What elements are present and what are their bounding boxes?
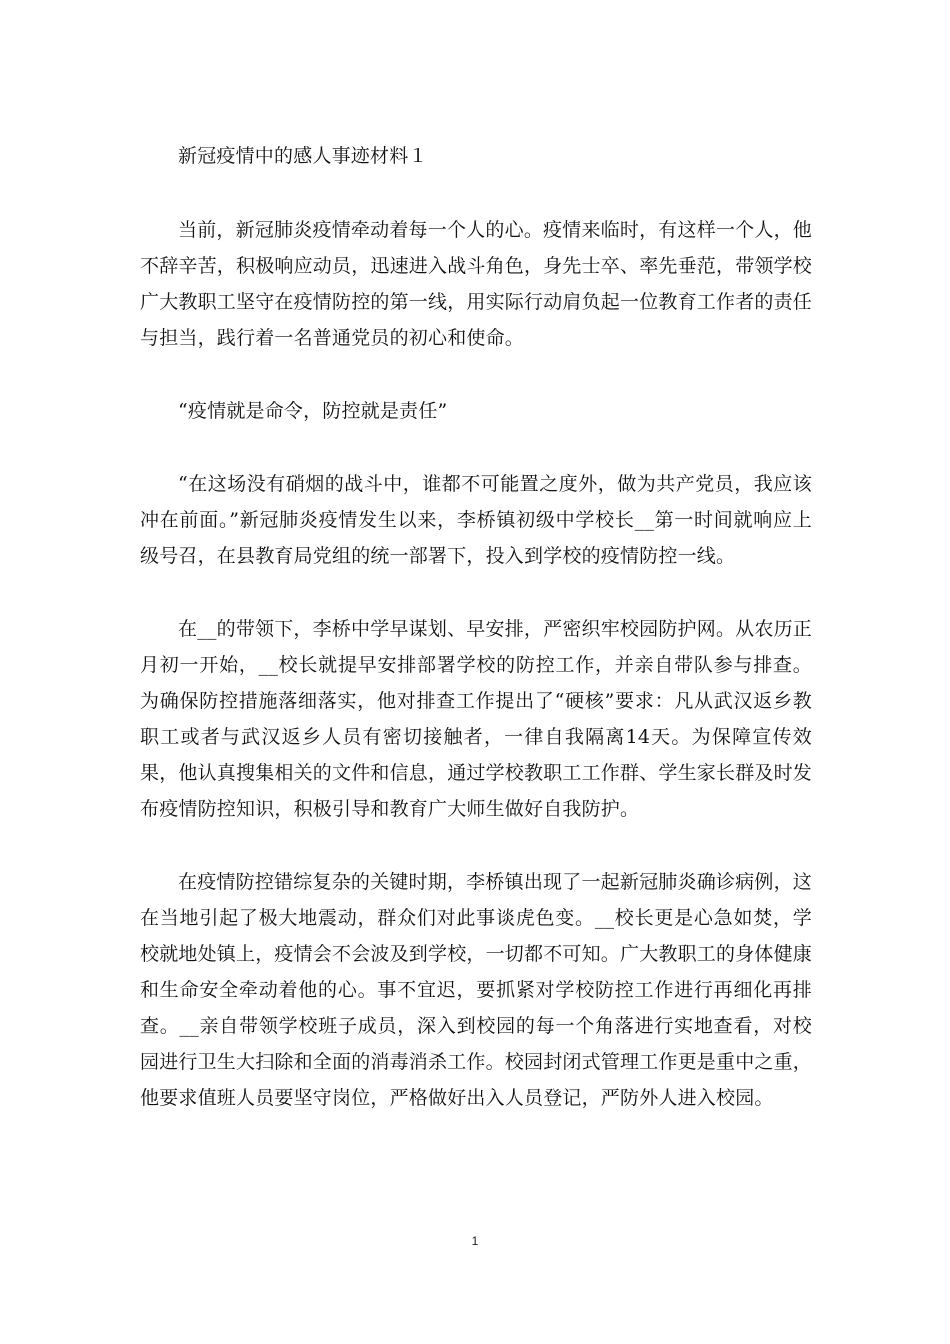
document-title: 新冠疫情中的感人事迹材料１ (178, 145, 428, 167)
paragraph-quote: “在这场没有硝烟的战斗中，谁都不可能置之度外，做为共产党员，我应该冲在前面。”新冠肺炎疫情发生以来，李桥镇初级中学校长__第一时间就响应上级号召，在县教育局党组的统一部署下，投入到学校的疫情防控一线。 (140, 473, 812, 567)
document-body (140, 138, 812, 1116)
page-number: 1 (471, 1234, 479, 1248)
paragraph-critical-period: 在疫情防控错综复杂的关键时期，李桥镇出现了一起新冠肺炎确诊病例，这在当地引起了极大地震动，群众们对此事谈虎色变。__校长更是心急如焚，学校就地处镇上，疫情会不会波及到学校，一切都不可知。广大教职工的身体健康和生命安全牵动着他的心。事不宜迟，要抓紧对学校防控工作进行再细化再排查。__亲自带领学校班子成员，深入到校园的每一个角落进行实地查看，对校园进行卫生大扫除和全面的消毒消杀工作。校园封闭式管理工作更是重中之重，他要求值班人员要坚守岗位，严格做好出入人员登记，严防外人进入校园。 (140, 871, 813, 1109)
paragraph-intro: 当前，新冠肺炎疫情牵动着每一个人的心。疫情来临时，有这样一个人，他不辞辛苦，积极响应动员，迅速进入战斗角色，身先士卒、率先垂范，带领学校广大教职工坚守在疫情防控的第一线，用实际行动肩负起一位教育工作者的责任与担当，践行着一名普通党员的初心和使命。 (140, 219, 813, 349)
section-heading: “疫情就是命令，防控就是责任” (178, 400, 448, 422)
paragraph-prevention: 在__的带领下，李桥中学早谋划、早安排，严密织牢校园防护网。从农历正月初一开始，__校长就提早安排部署学校的防控工作，并亲自带队参与排查。为确保防控措施落细落实，他对排查工作提出了“硬核”要求：凡从武汉返乡教职工或者与武汉返乡人员有密切接触者，一律自我隔离14天。为保障宣传效果，他认真搜集相关的文件和信息，通过学校教职工工作群、学生家长群及时发布疫情防控知识，积极引导和教育广大师生做好自我防护。 (140, 618, 813, 820)
